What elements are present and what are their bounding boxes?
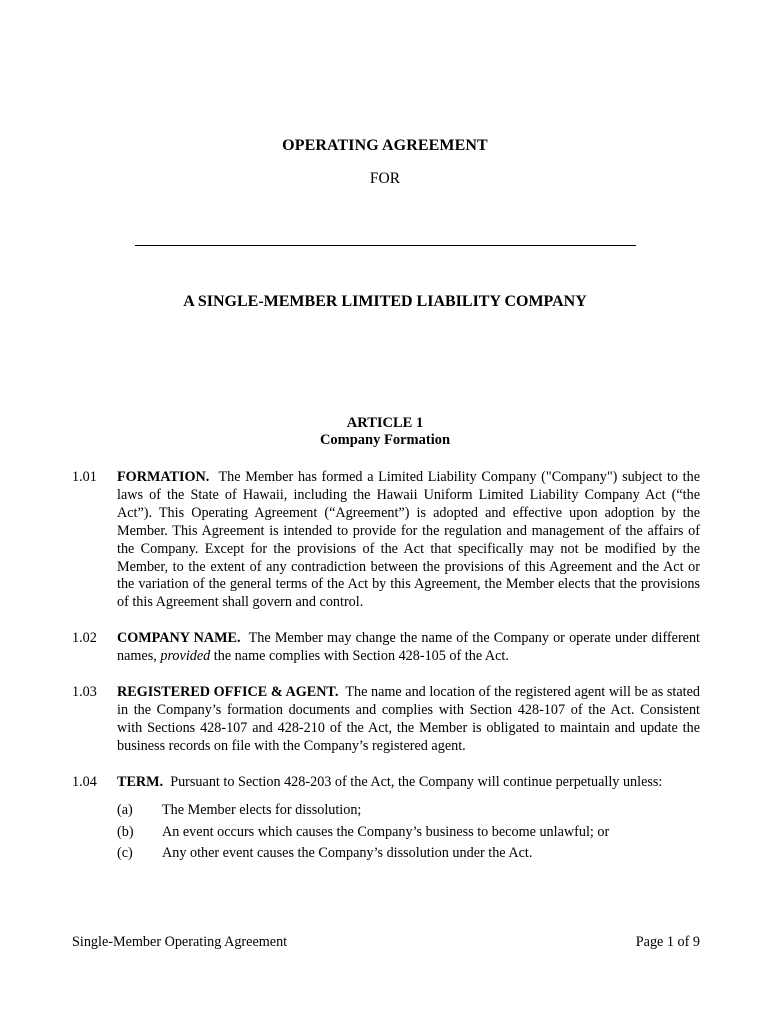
section-text: the name complies with Section 428-105 of the Act. — [213, 647, 509, 664]
company-type-heading: A SINGLE-MEMBER LIMITED LIABILITY COMPANY — [183, 293, 587, 310]
list-item — [117, 800, 700, 822]
footer-page-number: Page 1 of 9 — [635, 934, 700, 950]
section-text-italic: provided — [160, 647, 211, 664]
section-body — [117, 630, 700, 666]
section-heading: REGISTERED OFFICE & AGENT. — [117, 684, 339, 700]
company-name-blank-line — [135, 245, 636, 246]
list-item-text: Any other event causes the Company’s dissolution under the Act. — [162, 845, 533, 861]
list-item-label: (b) — [117, 823, 134, 840]
section-text: The Member may change the name of the Company or operate under different names, — [117, 630, 701, 664]
list-item-text: An event occurs which causes the Company’s business to become unlawful; or — [162, 823, 610, 840]
article-number: ARTICLE 1 — [346, 415, 424, 431]
section-number: 1.03 — [72, 684, 97, 700]
article-title: Company Formation — [319, 432, 451, 448]
section-text: Pursuant to Section 428-203 of the Act, the Company will continue perpetually unless: — [170, 774, 663, 790]
section-body — [117, 774, 700, 792]
list-item — [117, 822, 700, 844]
list-item-label: (a) — [117, 802, 133, 818]
list-item-text: The Member elects for dissolution; — [162, 802, 362, 818]
section-number: 1.02 — [72, 630, 97, 646]
section-number: 1.04 — [72, 774, 97, 790]
section-heading: FORMATION. — [117, 469, 210, 485]
section-text: The Member has formed a Limited Liability Company ("Company") subject to the laws of the State of Hawaii, including the Hawaii Uniform Limited Liability Company Act (“the Act”). This Operating Agreement (“Agreement”) is adopted and effective upon adoption by the Member. This Agreement is intended to provide for the regulation and management of the affairs of the Company. Except for the provisions of the Act that specifically may not be modified by the Member, to the extent of any contradiction between the provisions of this Agreement and the Act or the variation of the general terms of the Act by this Agreement, the Member elects that the provisions of this Agreement shall govern and control. — [117, 469, 700, 611]
list-item-label: (c) — [117, 845, 133, 861]
document-title: OPERATING AGREEMENT — [282, 137, 488, 154]
section-heading: TERM. — [117, 774, 164, 790]
term-conditions-list — [117, 800, 700, 865]
footer-document-name: Single-Member Operating Agreement — [72, 934, 288, 950]
section-body — [117, 684, 700, 756]
section-number: 1.01 — [72, 469, 97, 485]
document-for-label: FOR — [369, 170, 401, 187]
list-item — [117, 843, 700, 865]
section-body — [117, 469, 700, 612]
section-heading: COMPANY NAME. — [117, 630, 241, 646]
section-text: The name and location of the registered agent will be as stated in the Company’s formation documents and complies with Section 428-107 of the Act. Consistent with Sections 428-107 and 428-210 of the Act, the Member is obligated to maintain and update the business records on file with the Company’s registered agent. — [117, 684, 700, 754]
